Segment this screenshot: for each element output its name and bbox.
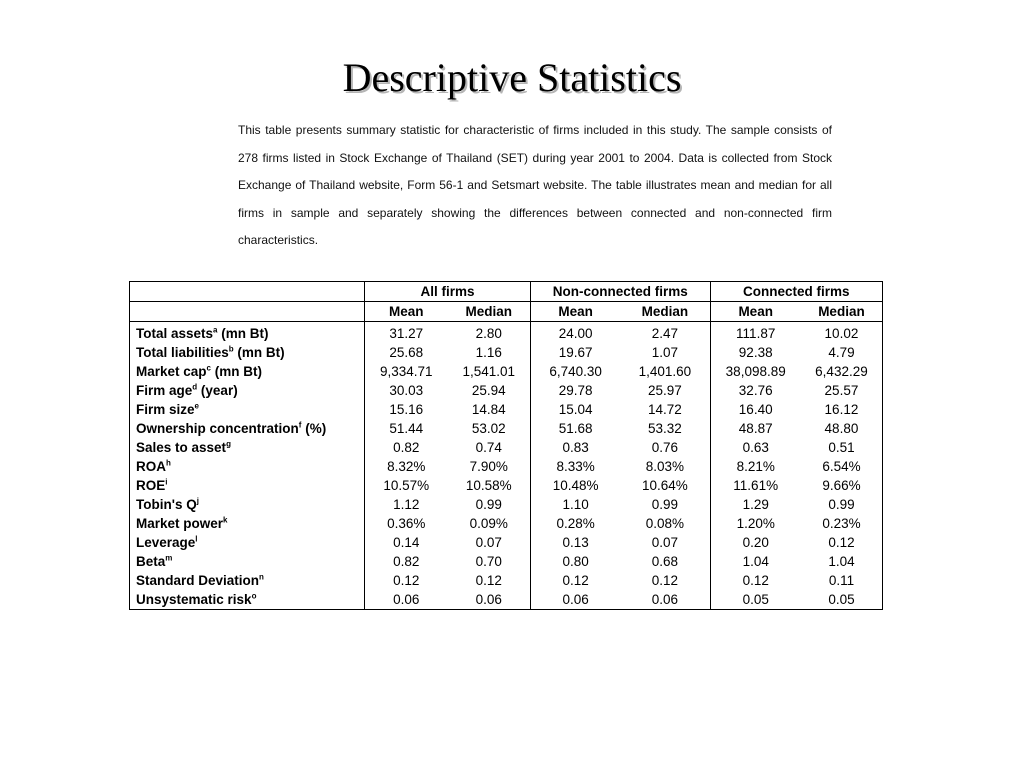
row-label xyxy=(130,322,365,344)
table-cell: 14.72 xyxy=(647,402,682,417)
table-cell: 4.79 xyxy=(828,345,855,360)
row-label-text: Tobin's Q xyxy=(136,497,197,512)
footnote-marker: a xyxy=(213,325,218,335)
subheader-mean: Mean xyxy=(531,302,621,322)
table-cell: 0.80 xyxy=(531,552,621,571)
row-label-text: Sales to asset xyxy=(136,440,227,455)
table-cell: 29.78 xyxy=(531,381,621,400)
table-row xyxy=(130,495,883,514)
corner-cell xyxy=(130,302,365,322)
row-label-text: Beta xyxy=(136,554,166,569)
table-cell: 8.32% xyxy=(365,457,448,476)
table-cell: 19.67 xyxy=(531,343,621,362)
table-cell: 1.20% xyxy=(710,514,801,533)
row-label xyxy=(130,476,365,495)
table-cell: 0.99 xyxy=(475,497,502,512)
table-cell: 15.04 xyxy=(531,400,621,419)
footnote-marker: h xyxy=(166,458,171,468)
table-cell: 14.84 xyxy=(471,402,506,417)
table-cell: 25.97 xyxy=(647,383,682,398)
table-cell: 25.94 xyxy=(471,383,506,398)
table-cell: 0.20 xyxy=(710,533,801,552)
row-label xyxy=(130,438,365,457)
table-row xyxy=(130,457,883,476)
table-description xyxy=(238,117,832,255)
row-label-text: Unsystematic risk xyxy=(136,592,252,607)
table-cell: 0.82 xyxy=(365,438,448,457)
footnote-marker: j xyxy=(196,496,199,506)
footnote-marker: o xyxy=(251,591,257,601)
subheader-mean: Mean xyxy=(365,302,448,322)
table-cell: 0.06 xyxy=(365,590,448,610)
table-row xyxy=(130,438,883,457)
table-cell: 0.12 xyxy=(710,571,801,590)
row-unit: (year) xyxy=(197,383,238,398)
row-unit: (%) xyxy=(301,421,327,436)
row-label xyxy=(130,571,365,590)
table-cell: 24.00 xyxy=(531,322,621,344)
table-cell: 111.87 xyxy=(710,322,801,344)
table-cell: 1,401.60 xyxy=(638,364,692,379)
table-cell: 0.14 xyxy=(365,533,448,552)
group-header-connected: Connected firms xyxy=(710,282,883,302)
footnote-marker: m xyxy=(165,553,173,563)
table-cell: 31.27 xyxy=(365,322,448,344)
table-row xyxy=(130,514,883,533)
subheader-median: Median xyxy=(448,302,531,322)
row-label-text: Total liabilities xyxy=(136,345,229,360)
table-cell: 0.28% xyxy=(531,514,621,533)
group-header-row xyxy=(130,282,883,302)
table-row xyxy=(130,343,883,362)
table-row xyxy=(130,571,883,590)
footnote-marker: c xyxy=(206,363,211,373)
table-row xyxy=(130,322,883,344)
table-cell: 25.57 xyxy=(824,383,859,398)
row-label-text: Firm age xyxy=(136,383,193,398)
table-cell: 1.10 xyxy=(531,495,621,514)
table-cell: 11.61% xyxy=(710,476,801,495)
table-cell: 48.80 xyxy=(824,421,859,436)
table-cell: 6.54% xyxy=(822,459,861,474)
row-label xyxy=(130,419,365,438)
row-label xyxy=(130,495,365,514)
table-cell: 0.51 xyxy=(828,440,855,455)
row-label-text: ROA xyxy=(136,459,166,474)
table-cell: 6,740.30 xyxy=(531,362,621,381)
table-cell: 25.68 xyxy=(365,343,448,362)
table-cell: 51.68 xyxy=(531,419,621,438)
footnote-marker: k xyxy=(223,515,228,525)
footnote-marker: f xyxy=(298,420,302,430)
table-cell: 10.48% xyxy=(531,476,621,495)
table-cell: 0.12 xyxy=(828,535,855,550)
table-cell: 0.82 xyxy=(365,552,448,571)
row-label-text: Ownership concentration xyxy=(136,421,299,436)
footnote-marker: l xyxy=(195,534,198,544)
table-cell: 1.04 xyxy=(710,552,801,571)
slide-title: Descriptive Statistics xyxy=(342,55,682,100)
table-cell: 53.32 xyxy=(647,421,682,436)
table-cell: 32.76 xyxy=(710,381,801,400)
table-cell: 7.90% xyxy=(469,459,508,474)
table-row xyxy=(130,362,883,381)
descriptive-statistics-table xyxy=(129,281,883,610)
table-row xyxy=(130,590,883,610)
table-cell: 2.47 xyxy=(651,326,679,341)
table-cell: 53.02 xyxy=(471,421,506,436)
table-cell: 10.64% xyxy=(641,478,688,493)
table-cell: 0.08% xyxy=(645,516,685,531)
table-cell: 0.99 xyxy=(651,497,679,512)
subheader-median: Median xyxy=(801,302,883,322)
row-label-text: Total assets xyxy=(136,326,214,341)
table-cell: 0.12 xyxy=(365,571,448,590)
intro-paragraph: This table presents summary statistic for characteristic of firms included in this study. The sample consists of 278 firms listed in Stock Exchange of Thailand (SET) during year 2001 to 2004. Data is collected from Stock Exchange of Thailand website, Form 56-1 and Setsmart website. The table illustrates mean and median for all firms in sample and separately showing the differences between connected and non-connected firm characteristics. xyxy=(238,123,832,248)
table-cell: 0.12 xyxy=(651,573,679,588)
row-label xyxy=(130,343,365,362)
row-label xyxy=(130,362,365,381)
table-cell: 6,432.29 xyxy=(815,364,868,379)
footnote-marker: n xyxy=(259,572,264,582)
table-cell: 0.07 xyxy=(475,535,502,550)
table-cell: 92.38 xyxy=(710,343,801,362)
table-cell: 0.06 xyxy=(651,592,679,607)
table-row xyxy=(130,419,883,438)
row-label xyxy=(130,533,365,552)
row-unit: (mn Bt) xyxy=(233,345,285,360)
row-unit: (mn Bt) xyxy=(211,364,262,379)
corner-cell xyxy=(130,282,365,302)
table-cell: 0.05 xyxy=(710,590,801,610)
table-cell: 8.03% xyxy=(645,459,685,474)
table-cell: 0.11 xyxy=(828,573,855,588)
table-cell: 10.58% xyxy=(465,478,512,493)
table-cell: 0.05 xyxy=(828,592,855,607)
row-label xyxy=(130,590,365,610)
table-cell: 8.33% xyxy=(531,457,621,476)
footnote-marker: i xyxy=(165,477,168,487)
table-cell: 0.12 xyxy=(531,571,621,590)
table-cell: 0.06 xyxy=(531,590,621,610)
table-cell: 9,334.71 xyxy=(365,362,448,381)
subheader-row xyxy=(130,302,883,322)
table-cell: 8.21% xyxy=(710,457,801,476)
table-row xyxy=(130,476,883,495)
table-cell: 1.04 xyxy=(828,554,855,569)
row-label xyxy=(130,552,365,571)
group-header-all-firms: All firms xyxy=(365,282,531,302)
footnote-marker: d xyxy=(192,382,198,392)
footnote-marker: g xyxy=(226,439,231,449)
group-header-non-connected: Non-connected firms xyxy=(531,282,710,302)
table-cell: 0.06 xyxy=(475,592,502,607)
row-label xyxy=(130,457,365,476)
table-cell: 1.16 xyxy=(475,345,502,360)
table-cell: 0.99 xyxy=(828,497,855,512)
row-label-text: Standard Deviation xyxy=(136,573,260,588)
footnote-marker: e xyxy=(194,401,199,411)
table-cell: 0.23% xyxy=(822,516,861,531)
table-cell: 10.57% xyxy=(365,476,448,495)
table-cell: 0.07 xyxy=(651,535,679,550)
table-cell: 16.40 xyxy=(710,400,801,419)
row-label-text: Market cap xyxy=(136,364,207,379)
row-label-text: Firm size xyxy=(136,402,195,417)
table-cell: 0.83 xyxy=(531,438,621,457)
table-cell: 51.44 xyxy=(365,419,448,438)
table-cell: 0.12 xyxy=(475,573,502,588)
table-cell: 0.63 xyxy=(710,438,801,457)
row-label-text: ROE xyxy=(136,478,166,493)
table-cell: 30.03 xyxy=(365,381,448,400)
subheader-median: Median xyxy=(620,302,710,322)
table-cell: 1.29 xyxy=(710,495,801,514)
table-cell: 1,541.01 xyxy=(462,364,516,379)
table-cell: 2.80 xyxy=(475,326,502,341)
table-cell: 48.87 xyxy=(710,419,801,438)
table-cell: 10.02 xyxy=(824,326,859,341)
table-cell: 0.36% xyxy=(365,514,448,533)
table-cell: 38,098.89 xyxy=(710,362,801,381)
table-row xyxy=(130,533,883,552)
row-unit: (mn Bt) xyxy=(217,326,269,341)
table-cell: 0.13 xyxy=(531,533,621,552)
table-cell: 1.07 xyxy=(651,345,679,360)
table-row xyxy=(130,552,883,571)
table-row xyxy=(130,381,883,400)
table-cell: 0.76 xyxy=(651,440,679,455)
subheader-mean: Mean xyxy=(710,302,801,322)
table-cell: 9.66% xyxy=(822,478,861,493)
row-label xyxy=(130,381,365,400)
row-label xyxy=(130,400,365,419)
table-body xyxy=(130,322,883,610)
row-label-text: Leverage xyxy=(136,535,196,550)
row-label-text: Market power xyxy=(136,516,224,531)
table-cell: 16.12 xyxy=(824,402,859,417)
table-cell: 15.16 xyxy=(365,400,448,419)
table-row xyxy=(130,400,883,419)
table-cell: 1.12 xyxy=(365,495,448,514)
table-cell: 0.68 xyxy=(651,554,679,569)
table-cell: 0.74 xyxy=(475,440,502,455)
table-cell: 0.70 xyxy=(475,554,502,569)
footnote-marker: b xyxy=(228,344,234,354)
row-label xyxy=(130,514,365,533)
table-cell: 0.09% xyxy=(469,516,508,531)
